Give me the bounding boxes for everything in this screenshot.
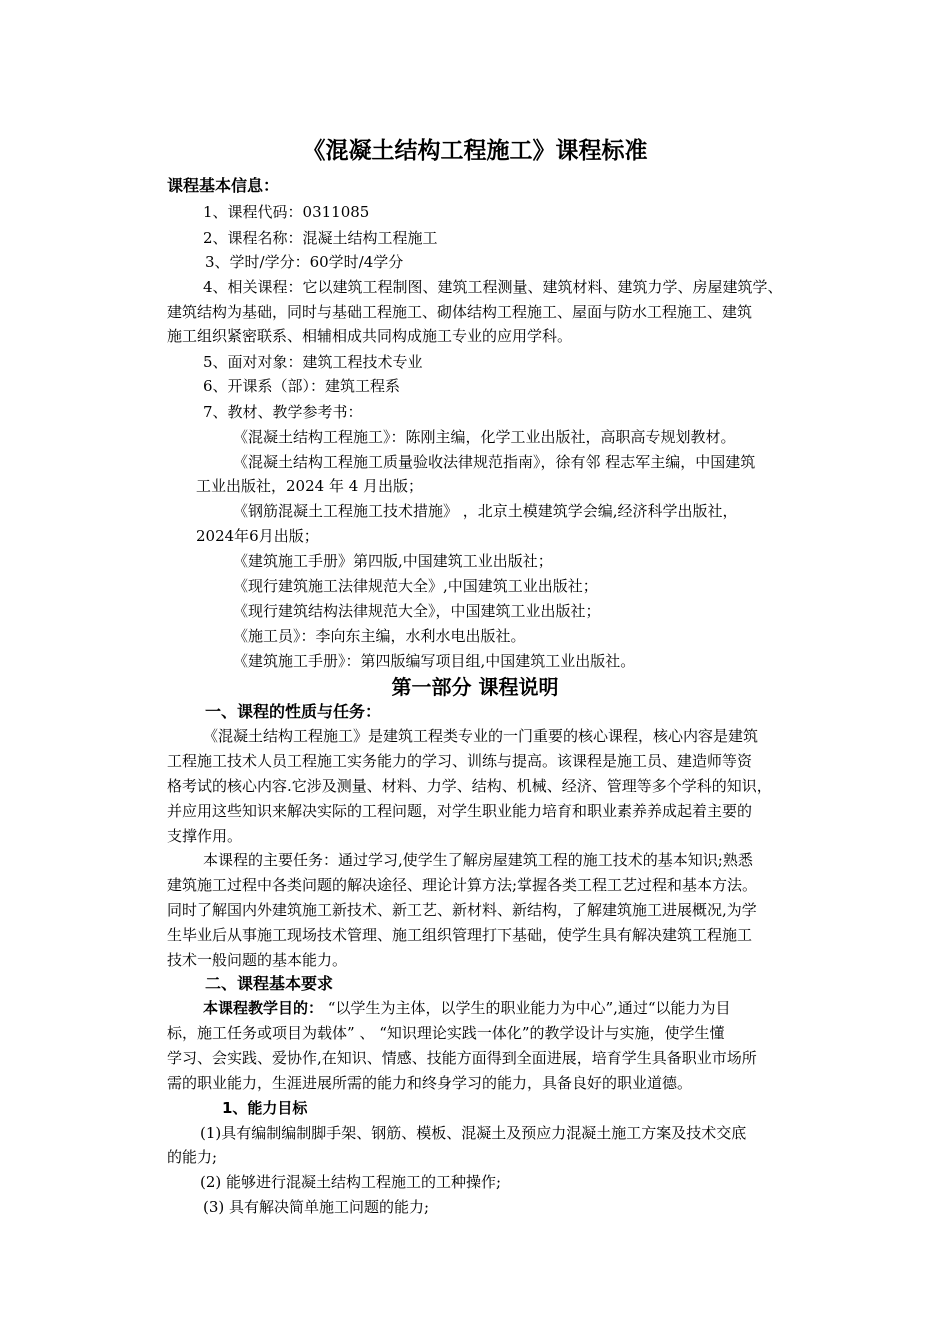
department: 6、开课系（部）：建筑工程系 [203,377,401,395]
book-entry: 2024年6月出版； [196,527,319,545]
paragraph-line: 建筑施工过程中各类问题的解决途径、理论计算方法;掌握各类工程工艺过程和基本方法。 [167,876,758,894]
book-entry: 《建筑施工手册》第四版,中国建筑工业出版社； [233,552,553,570]
paragraph-line: 学习、会实践、爱协作,在知识、情感、技能方面得到全面进展，培育学生具备职业市场所 [167,1049,757,1067]
paragraph-line: 工程施工技术人员工程施工实务能力的学习、训练与提高。该课程是施工员、建造师等资 [167,752,753,770]
teaching-goal-text: “以学生为主体，以学生的职业能力为中心”,通过“以能力为目 [323,999,731,1017]
book-entry: 《建筑施工手册》：第四版编写项目组,中国建筑工业出版社。 [233,652,636,670]
paragraph-line: 需的职业能力，生涯进展所需的能力和终身学习的能力，具备良好的职业道德。 [167,1074,693,1092]
related-courses-line: 建筑结构为基础，同时与基础工程施工、砌体结构工程施工、屋面与防水工程施工、建筑 [167,303,753,321]
course-hours: 3、学时/学分：60学时/4学分 [205,253,404,271]
related-courses-line: 施工组织紧密联系、相辅相成共同构成施工专业的应用学科。 [167,327,573,345]
paragraph-line: 标，施工任务或项目为载体” 、 “知识理论实践一体化”的教学设计与实施，使学生懂 [167,1024,725,1042]
related-courses-line: 4、相关课程：它以建筑工程制图、建筑工程测量、建筑材料、建筑力学、房屋建筑学、 [203,278,783,296]
book-entry: 《混凝土结构工程施工》：陈刚主编，化学工业出版社，高职高专规划教材。 [233,428,736,446]
paragraph-line: 同时了解国内外建筑施工新技术、新工艺、新材料、新结构，了解建筑施工进展概况,为学 [167,901,757,919]
book-entry: 工业出版社，2024 年 4 月出版； [196,477,424,495]
target-audience: 5、面对对象：建筑工程技术专业 [203,353,423,371]
teaching-goal-line [203,998,731,1018]
course-name: 2、课程名称：混凝土结构工程施工 [203,229,438,247]
basic-info-heading: 课程基本信息： [167,176,280,195]
paragraph-line: 格考试的核心内容.它涉及测量、材料、力学、结构、机械、经济、管理等多个学科的知识， [167,777,772,795]
book-entry: 《现行建筑施工法律规范大全》,中国建筑工业出版社； [233,577,598,595]
book-entry: 《混凝土结构工程施工质量验收法律规范指南》，徐有邻 程志军主编，中国建筑 [233,453,756,471]
paragraph-line: 支撑作用。 [167,827,243,845]
book-entry: 《施工员》：李向东主编，水利水电出版社。 [233,627,526,645]
ability-item: (2) 能够进行混凝土结构工程施工的工种操作; [200,1173,502,1191]
ability-item: 的能力; [167,1148,218,1166]
paragraph-line: 技术一般问题的基本能力。 [167,951,348,969]
paragraph-line: 本课程的主要任务：通过学习,使学生了解房屋建筑工程的施工技术的基本知识;熟悉 [203,851,753,869]
document-title: 《混凝土结构工程施工》课程标准 [302,138,648,164]
book-entry: 《现行建筑结构法律规范大全》，中国建筑工业出版社； [233,602,601,620]
section-heading: 一、课程的性质与任务： [205,702,382,721]
textbooks-label: 7、教材、教学参考书： [203,403,363,421]
subsection-heading: 1、能力目标 [222,1099,308,1117]
paragraph-line: 生毕业后从事施工现场技术管理、施工组织管理打下基础，使学生具有解决建筑工程施工 [167,926,753,944]
paragraph-line: 《混凝土结构工程施工》是建筑工程类专业的一门重要的核心课程，核心内容是建筑 [203,727,759,745]
part-title: 第一部分 课程说明 [391,675,559,699]
teaching-goal-label: 本课程教学目的： [203,999,324,1017]
course-code: 1、课程代码：0311085 [203,203,370,221]
section-heading: 二、课程基本要求 [205,974,334,993]
book-entry: 《钢筋混凝土工程施工技术措施》 ，北京土模建筑学会编,经济科学出版社， [233,502,738,520]
ability-item: (3) 具有解决简单施工问题的能力; [203,1198,430,1216]
paragraph-line: 并应用这些知识来解决实际的工程问题，对学生职业能力培育和职业素养养成起着主要的 [167,802,753,820]
ability-item: (1)具有编制编制脚手架、钢筋、模板、混凝土及预应力混凝土施工方案及技术交底 [200,1124,747,1142]
